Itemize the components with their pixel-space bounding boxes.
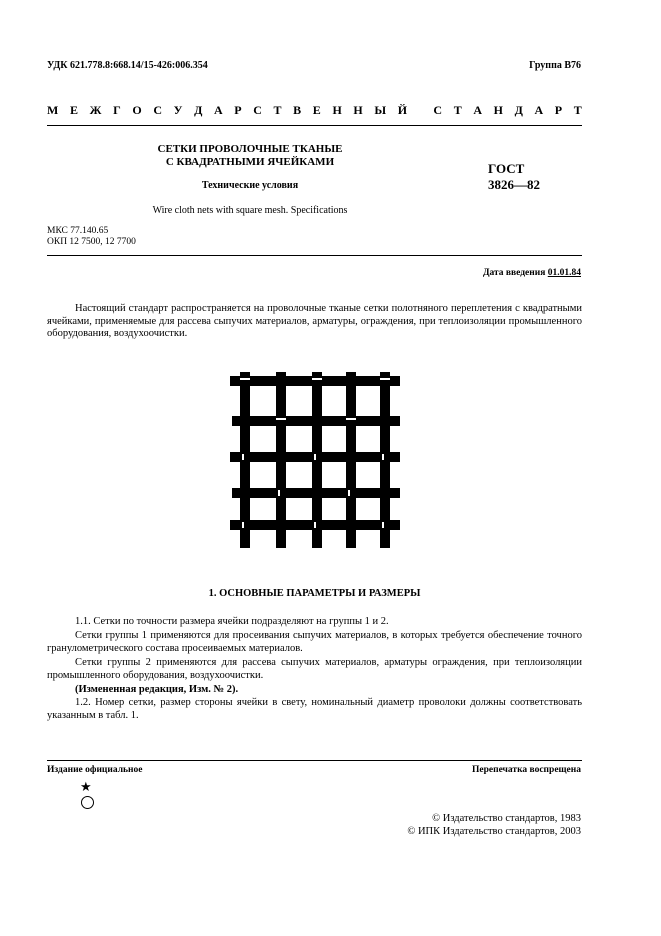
banner-letter bbox=[419, 103, 422, 118]
banner-letter: Е bbox=[312, 103, 321, 117]
copyright bbox=[407, 812, 581, 838]
title-line-2: С КВАДРАТНЫМИ ЯЧЕЙКАМИ bbox=[165, 156, 335, 168]
para-group-1: Сетки группы 1 применяются для просеивания сыпучих материалов, в которых требуется обеспечение точного гранулометрического состава просеиваемых материалов. bbox=[47, 630, 582, 654]
footer-rule bbox=[47, 760, 582, 761]
banner-letter: Ж bbox=[89, 103, 102, 117]
para-1-2: 1.2. Номер сетки, размер стороны ячейки в свету, номинальный диаметр проволоки должны соответствовать указанным в табл. 1. bbox=[47, 697, 582, 721]
banner-letter: М bbox=[47, 103, 59, 117]
banner-letter: Т bbox=[273, 103, 282, 117]
codes-rule bbox=[47, 255, 582, 256]
banner-letter: О bbox=[132, 103, 142, 117]
banner-letter: Ы bbox=[374, 103, 387, 117]
section-heading: 1. ОСНОВНЫЕ ПАРАМЕТРЫ И РАЗМЕРЫ bbox=[208, 588, 421, 599]
classification-codes bbox=[47, 226, 136, 248]
gost-label: ГОСТ bbox=[488, 161, 525, 176]
gost-number: 3826—82 bbox=[488, 177, 540, 192]
group-code: Группа В76 bbox=[529, 60, 581, 71]
copyright-2003: © ИПК Издательство стандартов, 2003 bbox=[407, 826, 581, 837]
gost-block bbox=[488, 161, 540, 193]
banner-letter: Е bbox=[69, 103, 78, 117]
banner-letter: А bbox=[534, 103, 544, 117]
banner-letter: А bbox=[213, 103, 223, 117]
reprint-prohibited: Перепечатка воспрещена bbox=[471, 765, 581, 775]
banner-letter: Т bbox=[573, 103, 582, 117]
banner-letter: Н bbox=[353, 103, 363, 117]
para-1-1: 1.1. Сетки по точности размера ячейки подразделяют на группы 1 и 2. bbox=[75, 616, 389, 627]
banner-letter: С bbox=[433, 103, 443, 117]
header-rule bbox=[47, 125, 582, 126]
official-edition: Издание официальное bbox=[47, 765, 143, 775]
wire-mesh-illustration bbox=[228, 372, 403, 550]
star-icon: ★ bbox=[80, 779, 92, 794]
intro-date-label: Дата введения bbox=[482, 268, 546, 278]
document-title bbox=[120, 143, 380, 169]
banner-letter: Н bbox=[493, 103, 503, 117]
banner-letter: Д bbox=[194, 103, 203, 117]
document-subtitle: Технические условия bbox=[201, 180, 299, 191]
banner-letter: У bbox=[173, 103, 183, 117]
intro-date bbox=[483, 268, 581, 278]
banner-letter: Г bbox=[113, 103, 121, 117]
interstate-standard-banner bbox=[47, 103, 582, 118]
intro-paragraph: Настоящий стандарт распространяется на проволочные тканые сетки полотняного переплетения с квадратными ячейками, применяемые для рассева сыпучих материалов, арматуры, ограждения, при теплоизоляции промышленного оборудования, воздухоочистки. bbox=[47, 303, 582, 339]
title-line-1: СЕТКИ ПРОВОЛОЧНЫЕ ТКАНЫЕ bbox=[157, 143, 343, 155]
banner-letter: Р bbox=[554, 103, 563, 117]
banner-letter: С bbox=[153, 103, 162, 117]
banner-letter: В bbox=[293, 103, 302, 117]
banner-letter: С bbox=[253, 103, 262, 117]
amendment-note: (Измененная редакция, Изм. № 2). bbox=[75, 684, 239, 695]
circle-icon bbox=[81, 796, 94, 809]
intro-date-value: 01.01.84 bbox=[547, 268, 581, 278]
banner-letter: А bbox=[473, 103, 482, 117]
english-title: Wire cloth nets with square mesh. Specifications bbox=[152, 205, 348, 216]
banner-letter: Й bbox=[397, 103, 408, 117]
banner-letter: Р bbox=[234, 103, 242, 117]
para-group-2: Сетки группы 2 применяются для рассева сыпучих материалов, арматуры ограждения, при теплоизоляции промышленного оборудования, воздухоочистки. bbox=[47, 657, 582, 681]
banner-letter: Д bbox=[514, 103, 523, 117]
banner-letter: Н bbox=[332, 103, 342, 117]
udk-code: УДК 621.778.8:668.14/15-426:006.354 bbox=[47, 60, 208, 71]
mks-code: МКС 77.140.65 bbox=[47, 226, 109, 236]
banner-letter: Т bbox=[453, 103, 462, 117]
copyright-1983: © Издательство стандартов, 1983 bbox=[432, 813, 581, 824]
okp-code: ОКП 12 7500, 12 7700 bbox=[47, 237, 136, 247]
